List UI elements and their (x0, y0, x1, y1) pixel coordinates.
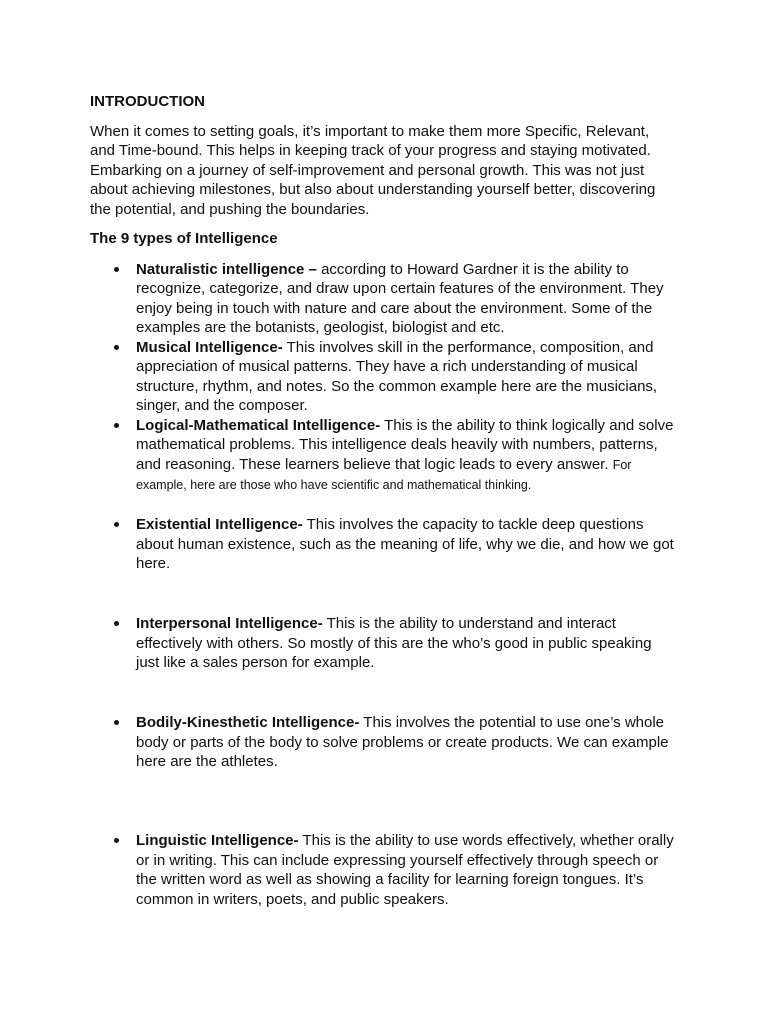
intro-paragraph: When it comes to setting goals, it’s important to make them more Specific, Relevant, and Time-bound. This helps in keeping track of your progress and staying motivated. Embarking on a journey of self-improvement and personal growth. This was not just about achieving milestones, but also about understanding yourself better, discovering the potential, and pushing the boundaries. (90, 122, 656, 218)
list-item-musical (136, 338, 678, 416)
bullet-icon (114, 838, 119, 843)
bullet-icon (114, 522, 119, 527)
item-text: This is the ability to understand and interact effectively with others. So mostly of this are the who’s good in public speaking just like a sales person for example. (136, 615, 652, 671)
intelligence-list (0, 260, 768, 910)
bullet-icon (114, 345, 119, 350)
item-text: This involves skill in the performance, composition, and appreciation of musical patterns. They have a rich understanding of musical structure, rhythm, and notes. So the common example here are the musicians, singer, and the composer. (136, 338, 658, 414)
item-note: For example, here are those who have scientific and mathematical thinking. (136, 457, 632, 492)
list-item-naturalistic (136, 260, 678, 338)
list-item-interpersonal (136, 614, 678, 673)
item-text: This involves the capacity to tackle deep questions about human existence, such as the meaning of life, why we die, and how we got here. (136, 516, 674, 572)
intro-heading: INTRODUCTION (90, 93, 205, 110)
list-item-bodily-kinesthetic (136, 713, 678, 772)
bullet-icon (114, 621, 119, 626)
list-item-logical-mathematical (136, 416, 678, 496)
item-text: This is the ability to think logically and solve mathematical problems. This intelligence deals heavily with numbers, patterns, and reasoning. These learners believe that logic leads to every answer. (136, 416, 674, 473)
item-label: Naturalistic intelligence – (136, 260, 317, 278)
item-label: Bodily-Kinesthetic Intelligence- (136, 714, 360, 731)
section-heading: The 9 types of Intelligence (90, 230, 278, 247)
item-text: This is the ability to use words effectively, whether orally or in writing. This can include expressing yourself effectively through speech or the written word as well as showing a facility for learning foreign tongues. It’s common in writers, poets, and public speakers. (136, 832, 674, 908)
item-label: Existential Intelligence- (136, 516, 303, 533)
list-item-existential (136, 515, 678, 574)
bullet-icon (114, 720, 119, 725)
item-label: Logical-Mathematical Intelligence- (136, 416, 381, 434)
bullet-icon (114, 267, 119, 272)
item-label: Interpersonal Intelligence- (136, 615, 323, 632)
bullet-icon (114, 423, 119, 428)
item-label: Musical Intelligence- (136, 338, 283, 356)
item-text: according to Howard Gardner it is the ability to recognize, categorize, and draw upon certain features of the environment. They enjoy being in touch with nature and care about the environment. Some of the examples are the botanists, geologist, biologist and etc. (136, 260, 664, 336)
list-item-linguistic (136, 831, 678, 909)
item-text: This involves the potential to use one’s whole body or parts of the body to solve problems or create products. We can example here are the athletes. (136, 714, 669, 770)
item-label: Linguistic Intelligence- (136, 832, 299, 849)
